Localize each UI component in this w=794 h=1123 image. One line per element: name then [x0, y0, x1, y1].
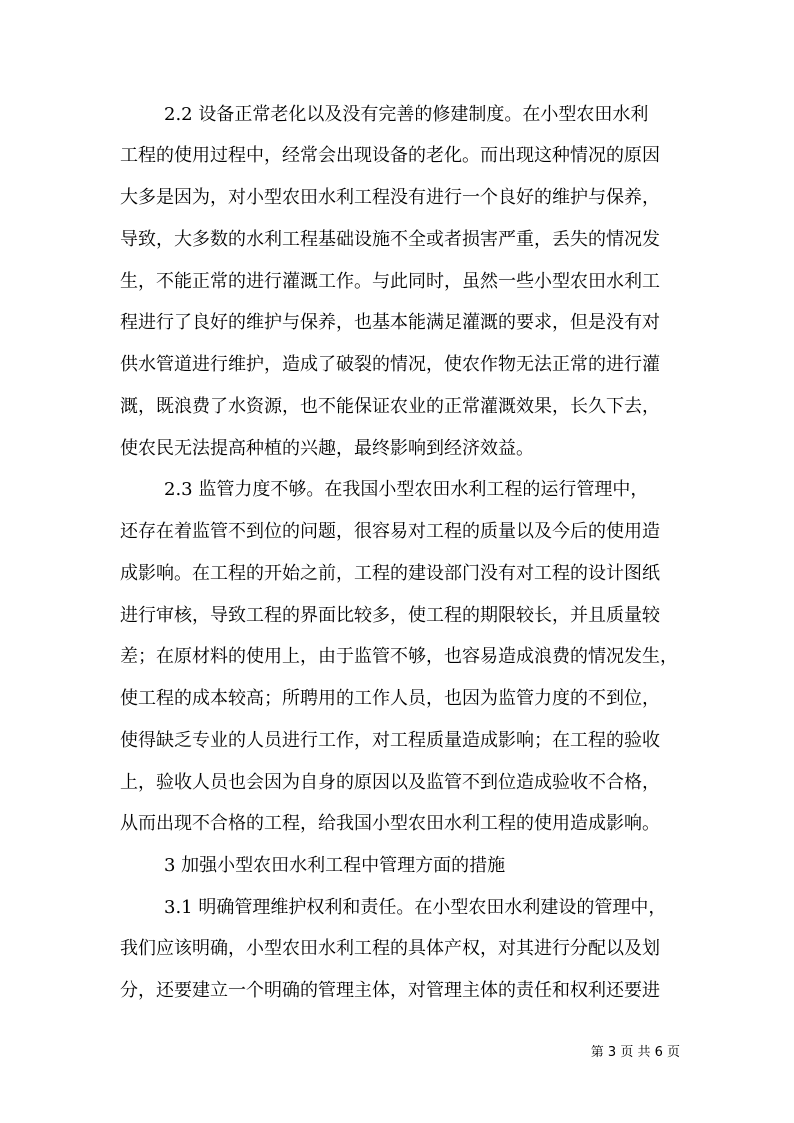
paragraph-2-2-line-2: 工程的使用过程中，经常会出现设备的老化。而出现这种情况的原因 [120, 145, 660, 166]
paragraph-2-3-line-5: 差；在原材料的使用上，由于监管不够，也容易造成浪费的情况发生， [120, 646, 678, 667]
section-3-heading: 3 加强小型农田水利工程中管理方面的措施 [164, 855, 506, 876]
paragraph-2-3-line-4: 进行审核，导致工程的界面比较多，使工程的期限较长，并且质量较 [120, 605, 660, 626]
paragraph-2-3-line-2: 还存在着监管不到位的问题，很容易对工程的质量以及今后的使用造 [120, 521, 660, 542]
paragraph-2-3-line-6: 使工程的成本较高；所聘用的工作人员，也因为监管力度的不到位， [120, 688, 660, 709]
paragraph-2-2-line-6: 程进行了良好的维护与保养，也基本能满足灌溉的要求，但是没有对 [120, 312, 660, 333]
paragraph-3-1-line-3: 分，还要建立一个明确的管理主体，对管理主体的责任和权利还要进 [120, 980, 660, 1001]
paragraph-2-2-line-7: 供水管道进行维护，造成了破裂的情况，使农作物无法正常的进行灌 [120, 354, 660, 375]
paragraph-2-3-line-3: 成影响。在工程的开始之前，工程的建设部门没有对工程的设计图纸 [120, 563, 660, 584]
paragraph-2-3-line-8: 上，验收人员也会因为自身的原因以及监管不到位造成验收不合格， [120, 772, 660, 793]
page-number: 第 3 页 共 6 页 [590, 1045, 680, 1060]
paragraph-2-3-line-9: 从而出现不合格的工程，给我国小型农田水利工程的使用造成影响。 [120, 813, 660, 834]
paragraph-3-1-line-1: 3.1 明确管理维护权利和责任。在小型农田水利建设的管理中， [164, 897, 667, 918]
paragraph-2-3-line-7: 使得缺乏专业的人员进行工作，对工程质量造成影响；在工程的验收 [120, 730, 660, 751]
paragraph-2-2-line-9: 使农民无法提高种植的兴趣，最终影响到经济效益。 [120, 438, 534, 459]
paragraph-2-2-line-1: 2.2 设备正常老化以及没有完善的修建制度。在小型农田水利 [164, 104, 649, 125]
paragraph-2-2-line-4: 导致，大多数的水利工程基础设施不全或者损害严重，丢失的情况发 [120, 229, 660, 250]
paragraph-2-2-line-3: 大多是因为，对小型农田水利工程没有进行一个良好的维护与保养， [120, 187, 660, 208]
paragraph-3-1-line-2: 我们应该明确，小型农田水利工程的具体产权，对其进行分配以及划 [120, 938, 660, 959]
paragraph-2-3-line-1: 2.3 监管力度不够。在我国小型农田水利工程的运行管理中， [164, 479, 649, 500]
paragraph-2-2-line-5: 生，不能正常的进行灌溉工作。与此同时，虽然一些小型农田水利工 [120, 271, 660, 292]
paragraph-2-2-line-8: 溉，既浪费了水资源，也不能保证农业的正常灌溉效果，长久下去， [120, 396, 660, 417]
